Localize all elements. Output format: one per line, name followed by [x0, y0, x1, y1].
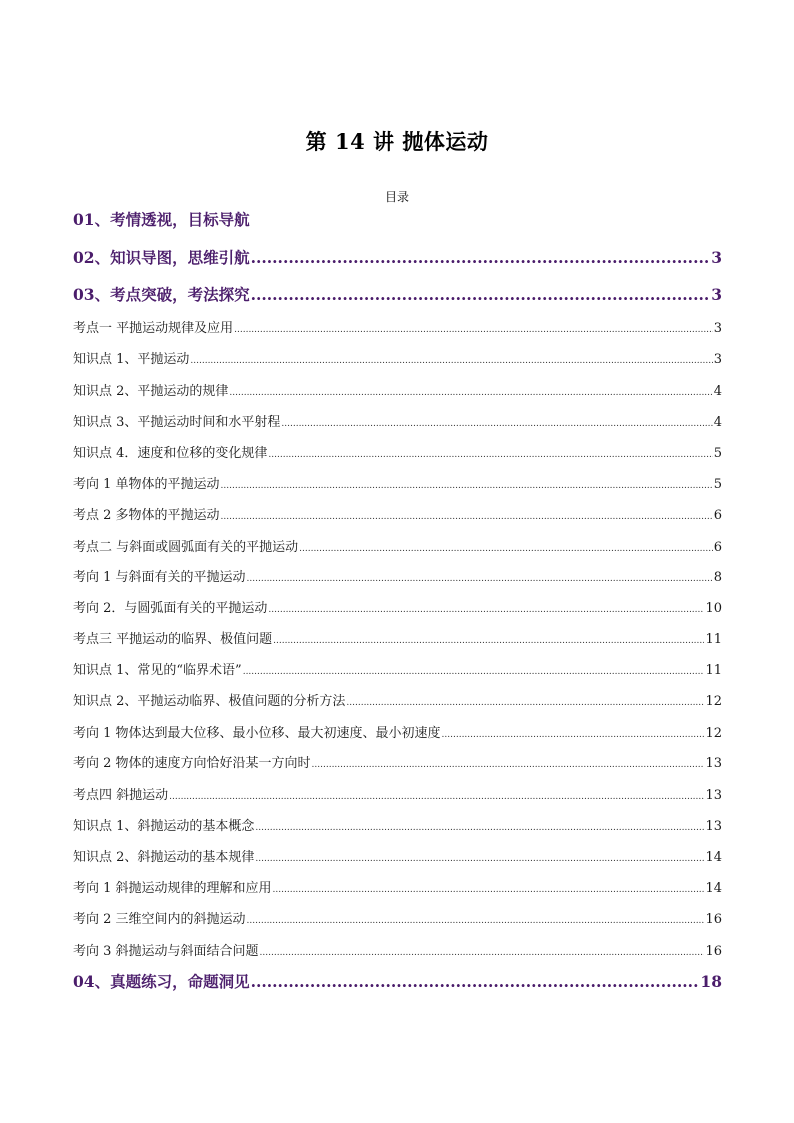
toc-entry-label: 知识点 4．速度和位移的变化规律	[73, 446, 268, 461]
toc-entry-page-number: 11	[705, 663, 722, 678]
toc-dot-leader	[273, 636, 704, 646]
toc-dot-leader	[268, 450, 712, 460]
toc-entry[interactable]	[73, 877, 722, 896]
toc-entry-page-number: 4	[713, 384, 722, 399]
toc-entry[interactable]	[73, 348, 722, 367]
toc-entry-label: 考向 2 三维空间内的斜抛运动	[73, 912, 246, 927]
toc-dot-leader	[442, 730, 705, 740]
toc-entry[interactable]	[73, 628, 722, 647]
toc-entry[interactable]	[73, 566, 722, 585]
toc-entry-page-number: 6	[713, 508, 722, 523]
toc-dot-leader	[221, 481, 713, 491]
toc-entry[interactable]	[73, 504, 722, 523]
toc-entry[interactable]	[73, 246, 722, 268]
toc-entry-label: 知识点 2、斜抛运动的基本规律	[73, 850, 255, 865]
toc-entry-page-number: 18	[700, 972, 722, 991]
toc-entry-page-number: 13	[705, 756, 722, 771]
toc-entry-label: 考点一 平抛运动规律及应用	[73, 321, 234, 336]
toc-entry-page-number: 12	[705, 726, 722, 741]
toc-entry-page-number: 8	[713, 570, 722, 585]
toc-entry-page-number: 11	[705, 632, 722, 647]
toc-dot-leader	[251, 248, 711, 267]
toc-dot-leader	[243, 667, 705, 677]
toc-entry-label: 考向 1 与斜面有关的平抛运动	[73, 570, 246, 585]
toc-entry-label: 考向 1 斜抛运动规律的理解和应用	[73, 881, 272, 896]
toc-entry[interactable]	[73, 846, 722, 865]
toc-entry-label: 考点四 斜抛运动	[73, 788, 169, 803]
toc-entry-page-number: 13	[705, 788, 722, 803]
toc-entry-label: 考向 2．与圆弧面有关的平抛运动	[73, 601, 268, 616]
toc-entry-label: 考点三 平抛运动的临界、极值问题	[73, 632, 273, 647]
toc-entry-label: 01、考情透视，目标导航	[73, 210, 250, 229]
toc-entry-label: 知识点 1、常见的“临界术语”	[73, 663, 242, 678]
toc-entry-page-number: 3	[711, 285, 722, 304]
toc-heading: 目录	[384, 190, 409, 204]
toc-entry-label: 知识点 1、平抛运动	[73, 352, 190, 367]
toc-entry[interactable]	[73, 940, 722, 959]
toc-dot-leader	[268, 605, 704, 615]
toc-entry-label: 知识点 2、平抛运动的规律	[73, 384, 229, 399]
toc-dot-leader	[190, 356, 712, 366]
toc-entry-page-number: 5	[713, 446, 722, 461]
toc-dot-leader	[260, 948, 705, 958]
toc-dot-leader	[255, 854, 704, 864]
toc-entry-label: 考向 2 物体的速度方向恰好沿某一方向时	[73, 756, 311, 771]
toc-entry-page-number: 10	[705, 601, 722, 616]
toc-entry-label: 知识点 2、平抛运动临界、极值问题的分析方法	[73, 694, 346, 709]
toc-dot-leader	[251, 972, 700, 991]
toc-entry[interactable]	[73, 690, 722, 709]
toc-entry-label: 04、真题练习，命题洞见	[73, 972, 250, 991]
toc-dot-leader	[234, 325, 713, 335]
toc-dot-leader	[299, 544, 713, 554]
toc-entry-page-number: 6	[713, 540, 722, 555]
toc-entry-page-number: 14	[705, 881, 722, 896]
toc-entry-page-number: 16	[705, 944, 722, 959]
toc-dot-leader	[273, 885, 705, 895]
toc-entry-label: 03、考点突破，考法探究	[73, 285, 250, 304]
toc-entry-page-number: 13	[705, 819, 722, 834]
toc-dot-leader	[247, 574, 713, 584]
toc-entry[interactable]	[73, 815, 722, 834]
toc-entry[interactable]	[73, 442, 722, 461]
toc-dot-leader	[312, 760, 705, 770]
toc-dot-leader	[169, 792, 704, 802]
toc-entry-page-number: 16	[705, 912, 722, 927]
toc-entry-page-number: 3	[713, 352, 722, 367]
toc-entry-label: 考向 3 斜抛运动与斜面结合问题	[73, 944, 259, 959]
toc-dot-leader	[255, 823, 704, 833]
toc-entry-page-number: 3	[713, 321, 722, 336]
toc-entry[interactable]	[73, 208, 722, 230]
toc-entry[interactable]	[73, 380, 722, 399]
toc-entry-label: 考点 2 多物体的平抛运动	[73, 508, 220, 523]
toc-entry[interactable]	[73, 722, 722, 741]
toc-dot-leader	[229, 388, 712, 398]
toc-entry[interactable]	[73, 752, 722, 771]
toc-entry[interactable]	[73, 411, 722, 430]
page-title: 第 14 讲 抛体运动	[305, 129, 489, 154]
toc-entry[interactable]	[73, 283, 722, 305]
toc-entry-page-number: 5	[713, 477, 722, 492]
toc-entry-page-number: 12	[705, 694, 722, 709]
toc-entry-label: 02、知识导图，思维引航	[73, 248, 250, 267]
toc-entry-label: 知识点 1、斜抛运动的基本概念	[73, 819, 255, 834]
toc-entry[interactable]	[73, 597, 722, 616]
toc-entry-label: 考向 1 单物体的平抛运动	[73, 477, 220, 492]
toc-dot-leader	[281, 419, 712, 429]
toc-dot-leader	[251, 285, 711, 304]
toc-entry[interactable]	[73, 473, 722, 492]
toc-entry[interactable]	[73, 970, 722, 992]
toc-dot-leader	[221, 512, 713, 522]
toc-dot-leader	[247, 916, 705, 926]
toc-entry-page-number: 4	[713, 415, 722, 430]
toc-entry[interactable]	[73, 317, 722, 336]
toc-dot-leader	[346, 698, 704, 708]
toc-entry[interactable]	[73, 784, 722, 803]
toc-entry-page-number: 3	[711, 248, 722, 267]
toc-entry-label: 考向 1 物体达到最大位移、最小位移、最大初速度、最小初速度	[73, 726, 441, 741]
toc-entry[interactable]	[73, 536, 722, 555]
toc-entry[interactable]	[73, 659, 722, 678]
toc-entry-page-number: 14	[705, 850, 722, 865]
toc-entry-label: 考点二 与斜面或圆弧面有关的平抛运动	[73, 540, 299, 555]
toc-entry-label: 知识点 3、平抛运动时间和水平射程	[73, 415, 281, 430]
toc-entry[interactable]	[73, 908, 722, 927]
